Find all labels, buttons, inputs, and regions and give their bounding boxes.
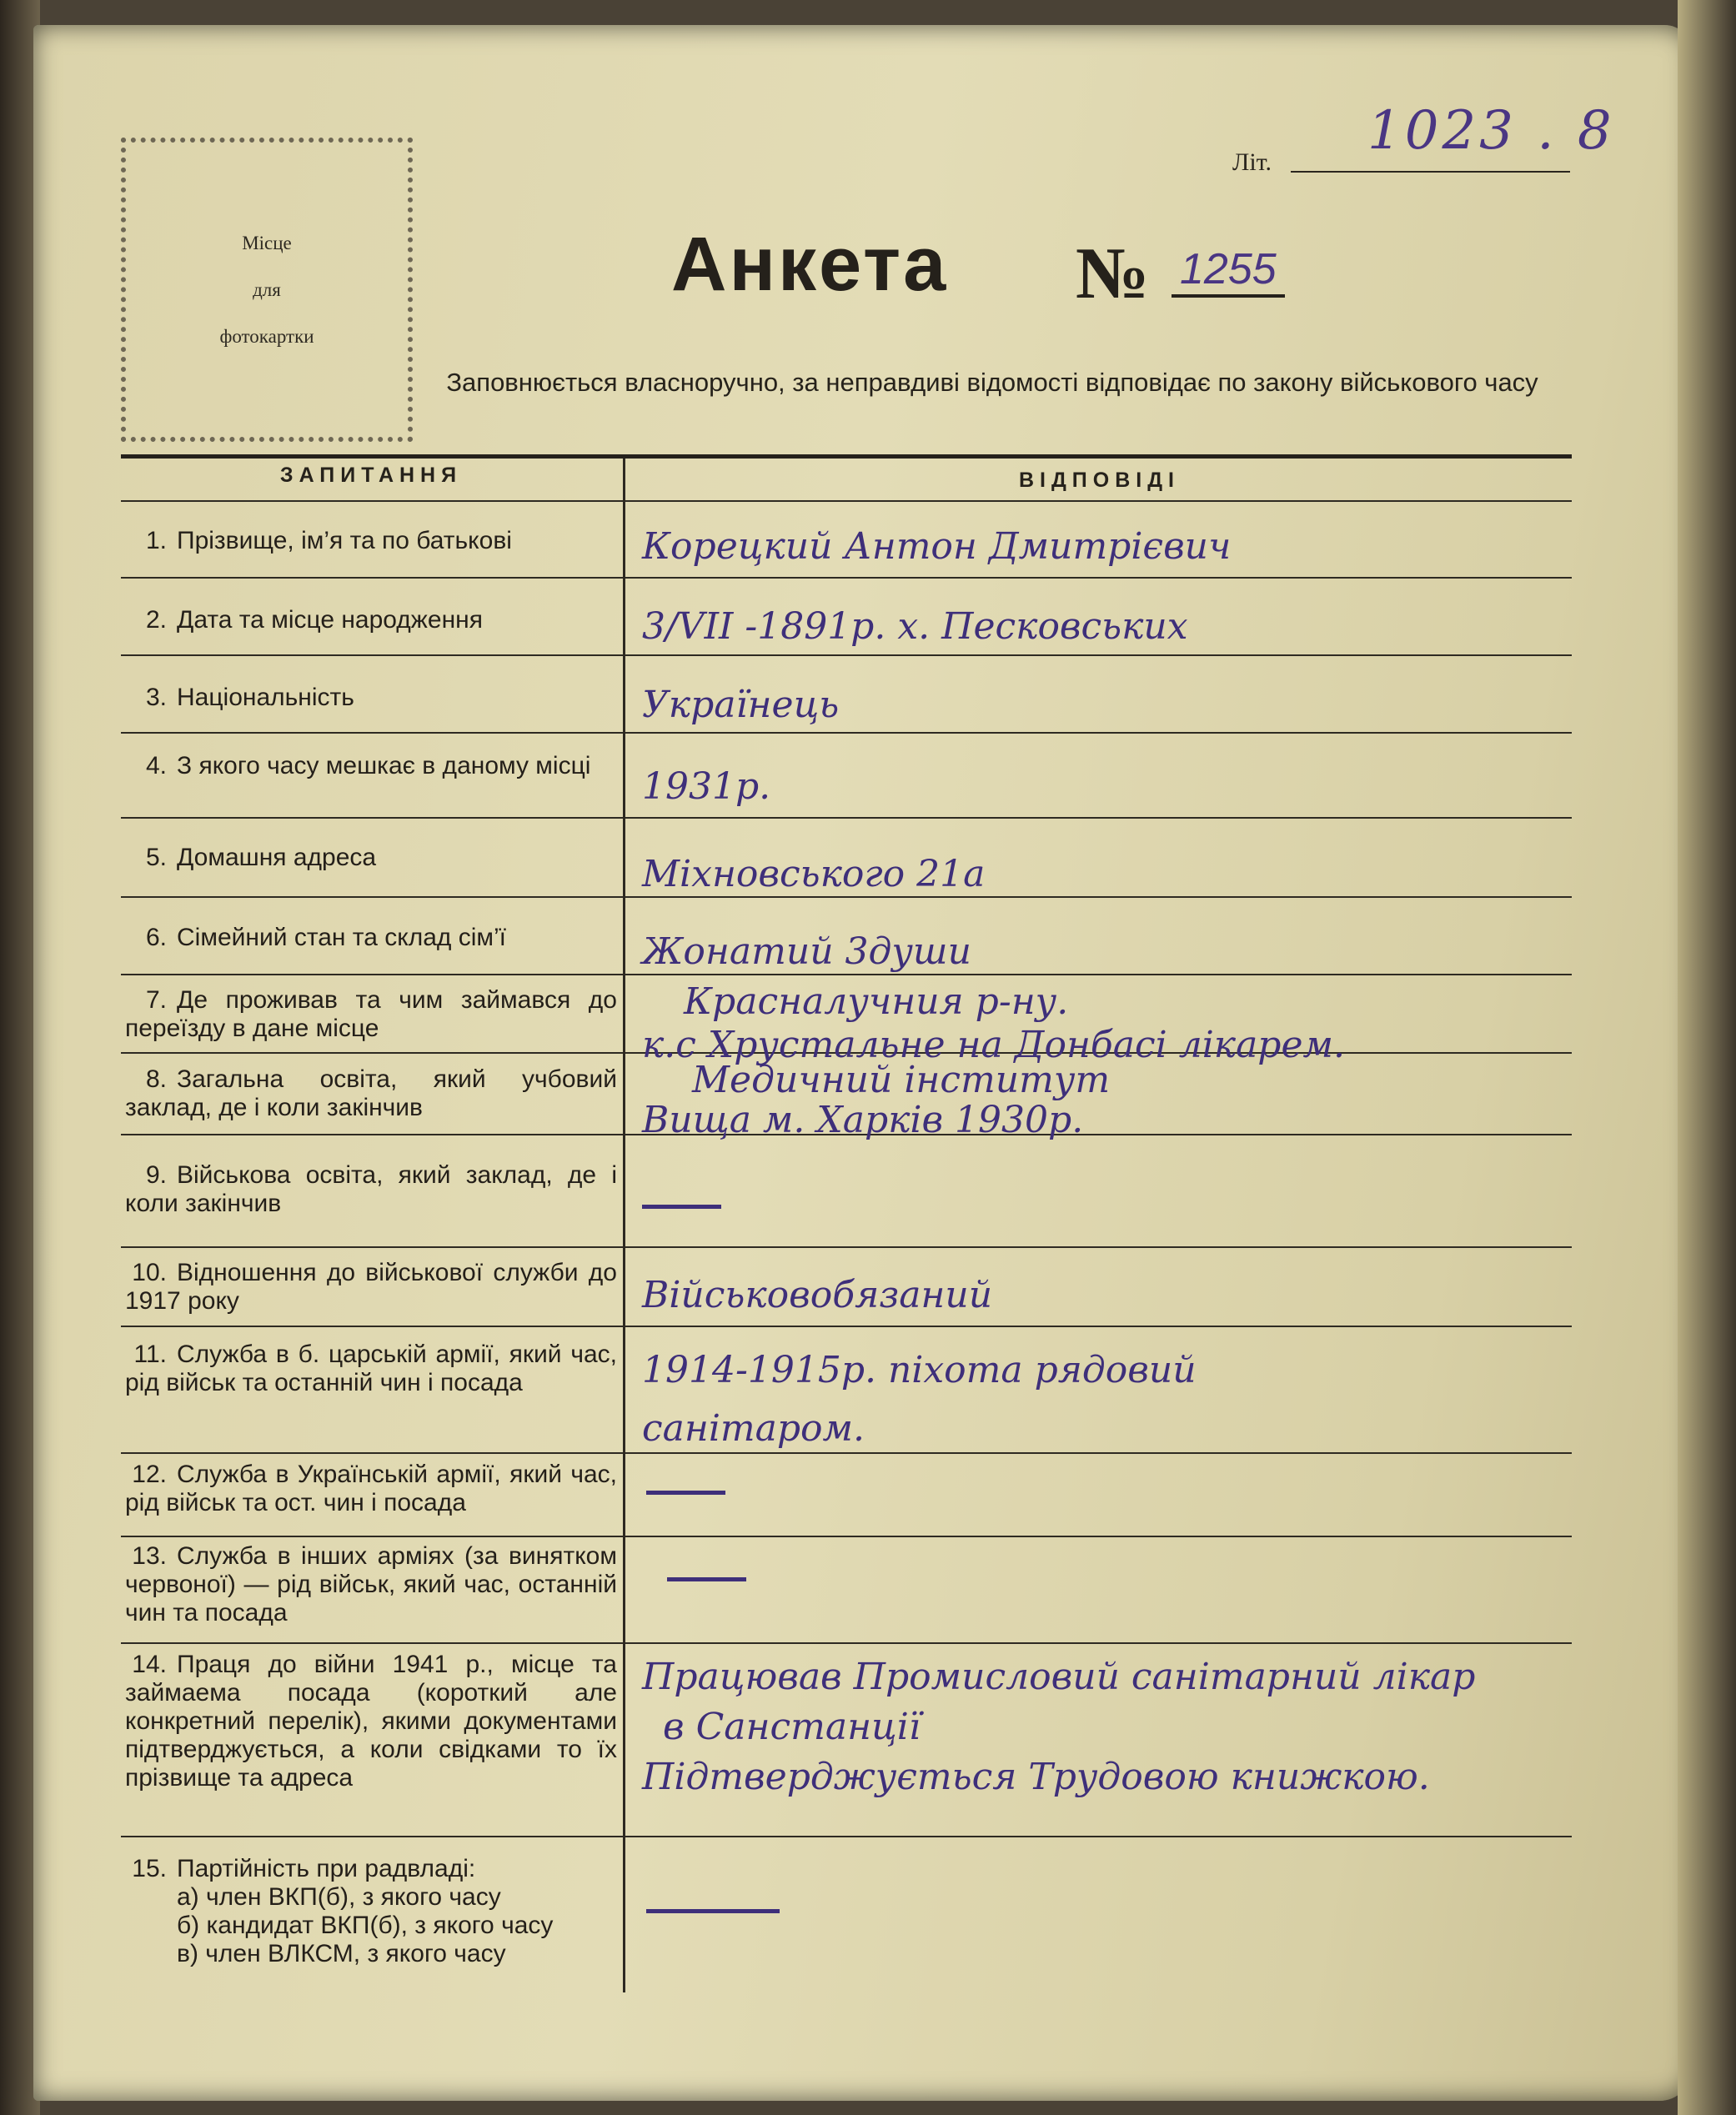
question-14: 14. Праця до війни 1941 р., місце та займаема посада (короткий але конкретний перелік), якими документами підтверджується, а коли свідками то їх прізвище та адреса [125,1651,617,1792]
answer-8-line-1: Медичний інститут [692,1059,1111,1101]
row-rule [121,974,1572,975]
question-10: 10. Відношення до військової служби до 1917 року [125,1259,617,1315]
row-rule [121,732,1572,734]
row-rule [121,654,1572,656]
answer-5: Міхновського 21а [642,853,986,895]
answer-9-dash [642,1205,721,1209]
answer-14-line-2: в Санстанції [663,1706,921,1748]
question-12: 12. Служба в Українській армії, який час, рід військ та ост. чин і посада [125,1461,617,1516]
column-divider [623,459,625,1992]
answer-10: Військовобязаний [642,1274,993,1316]
lit-value: 1023 . 8 [1367,100,1615,162]
answer-4: 1931р. [642,765,771,808]
row-rule [121,1536,1572,1537]
row-rule [121,817,1572,819]
row-rule [121,896,1572,898]
row-rule [121,500,1572,502]
row-rule [121,1452,1572,1454]
photo-line-2: для [253,278,281,300]
lit-label: Літ. [1232,148,1272,176]
question-6: 6. Сімейний стан та склад сім’ї [145,924,507,951]
row-rule [121,1642,1572,1644]
answer-7-line-2: к.с Хрустальне на Донбасі лікарем. [642,1024,1345,1066]
form-number: 1255 [1172,244,1285,298]
row-rule [121,577,1572,579]
row-rule [121,1246,1572,1248]
question-1: 1. Прізвище, ім’я та по батькові [145,527,512,554]
answer-12-dash [646,1491,725,1495]
photo-line-3: фотокартки [219,325,314,347]
question-8: 8. Загальна освіта, який учбовий заклад, де і коли закінчив [125,1065,617,1121]
answer-15-dash [646,1909,780,1913]
number-sign: № [1076,233,1150,314]
answer-14-line-1: Працював Промисловий санітарний лікар [642,1656,1476,1698]
row-rule [121,1836,1572,1837]
answer-6: Жонатий 3души [642,930,971,973]
question-7: 7. Де проживав та чим займався до переїзду в дане місце [125,986,617,1042]
answer-1: Корецкий Антон Дмитрієвич [642,525,1232,568]
question-11: 11. Служба в б. царській армії, який час, рід військ та останній чин і посада [125,1341,617,1396]
row-rule [121,1326,1572,1327]
answer-3: Українець [642,684,840,726]
photo-placeholder [121,138,413,442]
question-15: 15. Партійність при радвладі: а) член ВКП(б), з якого часу б) кандидат ВКП(б), з якого часу в) член ВЛКСМ, з якого часу [132,1855,554,1967]
question-2: 2. Дата та місце народження [145,606,483,634]
answer-13-dash [667,1577,746,1581]
question-9: 9. Військова освіта, який заклад, де і коли закінчив [125,1161,617,1217]
photo-line-1: Місце [242,232,292,253]
answer-11-line-2: санітаром. [642,1407,865,1450]
form-title: Анкета [671,222,949,307]
answer-14-line-3: Підтверджується Трудовою книжкою. [642,1756,1430,1798]
question-13: 13. Служба в інших арміях (за винятком червоної) — рід військ, який час, останній чин та посада [125,1542,617,1626]
answer-11-line-1: 1914-1915р. піхота рядовий [642,1349,1197,1391]
column-header-questions: ЗАПИТАННЯ [279,464,463,487]
question-4: 4. З якого часу мешкає в даному місці [145,752,591,779]
answer-7-line-1: Красналучния р-ну. [684,980,1069,1023]
answer-8-line-2: Вища м. Харків 1930р. [642,1099,1084,1141]
page-edge [1678,0,1736,2115]
lit-underline [1291,171,1570,173]
column-header-answers: ВІДПОВІДІ [1019,469,1180,492]
question-3: 3. Національність [145,684,354,711]
table-top-rule [121,454,1572,459]
question-5: 5. Домашня адреса [145,844,377,871]
form-subtitle: Заповнюється власноручно, за неправдиві відомості відповідає по закону військового часу [446,368,1538,397]
answer-2: 3/VII -1891р. х. Песковських [642,605,1188,648]
